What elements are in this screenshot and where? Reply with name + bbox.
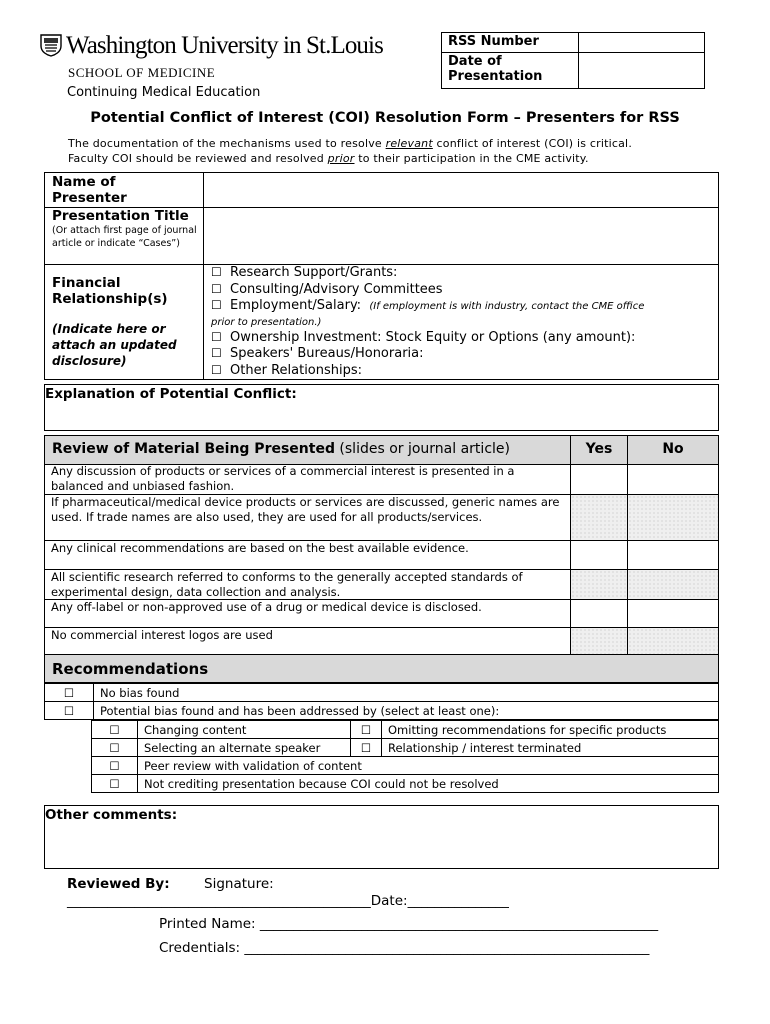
review-row-3-yes[interactable] [571,541,627,569]
no-bias-label: No bias found [94,684,719,702]
presentation-date-field[interactable] [579,53,705,89]
review-row-2-yes[interactable] [571,495,627,540]
review-row-1-no[interactable] [628,465,718,494]
review-row-6-no[interactable] [628,628,718,654]
date-line: _______________ [407,893,509,909]
recommendations-top [44,683,719,720]
checkbox-icon: ☐ [360,740,372,755]
university-name: Washington University in St.Louis [66,32,383,59]
checkbox-icon: ☐ [109,758,120,773]
omitting-checkbox[interactable] [351,721,382,739]
changing-content-checkbox[interactable] [92,721,138,739]
other-comments-label: Other comments: [45,807,178,823]
signature-line: _____________________________________________ [67,893,371,909]
rss-number-field[interactable] [579,33,705,53]
intro-text: The documentation of the mechanisms used to resolve relevant conflict of interest (COI) is critical. Faculty COI should be reviewed and resolved prior to their participation in the CME activity. [68,137,633,165]
review-row-4-no[interactable] [628,570,718,599]
presenter-info-box [44,172,719,380]
peer-review-label: Peer review with validation of content [138,757,719,775]
alternate-speaker-label: Selecting an alternate speaker [138,739,351,757]
checkbox-icon: ☐ [109,776,120,791]
checkbox-icon: ☐ [211,329,222,344]
financial-item-speakers[interactable]: ☐ Speakers' Bureaus/Honoraria: [211,346,424,362]
not-crediting-label: Not crediting presentation because COI could not be resolved [138,775,719,793]
financial-item-other[interactable]: ☐ Other Relationships: [211,362,363,378]
bias-found-checkbox[interactable] [45,702,94,720]
rss-info-table [441,32,705,89]
review-heading: Review of Material Being Presented (slides or journal article) [52,441,510,457]
school-name: SCHOOL OF MEDICINE [68,65,216,80]
rss-number-label: RSS Number [442,33,579,53]
checkbox-icon: ☐ [109,722,120,737]
checkbox-icon: ☐ [109,740,120,755]
checkbox-icon: ☐ [360,722,372,737]
presentation-title-field[interactable] [205,209,717,263]
university-seal-icon [40,34,62,57]
presenter-name-label: Name of Presenter [52,174,127,206]
review-table [44,435,719,655]
bias-found-label: Potential bias found and has been addressed by (select at least one): [94,702,719,720]
review-row-4: All scientific research referred to conforms to the generally accepted standards of experimental design, data collection and analysis. [51,570,523,599]
alternate-speaker-checkbox[interactable] [92,739,138,757]
presentation-date-label: Date of Presentation [442,53,579,89]
review-row-2-no[interactable] [628,495,718,540]
review-row-5-no[interactable] [628,600,718,627]
terminated-label: Relationship / interest terminated [382,739,719,757]
form-title: Potential Conflict of Interest (COI) Resolution Form – Presenters for RSS [90,110,680,126]
financial-item-employment[interactable]: ☐ Employment/Salary: (If employment is with industry, contact the CME office [211,298,645,314]
financial-item-research[interactable]: ☐ Research Support/Grants: [211,265,398,280]
explanation-label: Explanation of Potential Conflict: [45,386,297,402]
department-name: Continuing Medical Education [67,85,261,100]
financial-item-ownership[interactable]: ☐ Ownership Investment: Stock Equity or Options (any amount): [211,329,636,345]
review-row-5: Any off-label or non-approved use of a drug or medical device is disclosed. [51,600,482,614]
employment-note: prior to presentation.) [211,316,322,328]
not-crediting-checkbox[interactable] [92,775,138,793]
checkbox-icon: ☐ [211,298,222,313]
presenter-name-field[interactable] [205,174,717,206]
reviewed-by-label: Reviewed By: [67,876,170,892]
checkbox-icon: ☐ [211,265,222,279]
review-row-5-yes[interactable] [571,600,627,627]
peer-review-checkbox[interactable] [92,757,138,775]
recommendations-header [44,655,719,683]
review-row-6: No commercial interest logos are used [51,628,273,642]
review-row-3-no[interactable] [628,541,718,569]
signature-date-line[interactable] [67,893,509,909]
date-label: Date: [370,893,408,909]
other-comments-field[interactable] [44,805,719,869]
changing-content-label: Changing content [138,721,351,739]
no-column-header: No [662,441,684,457]
financial-relationship-hint: (Indicate here or attach an updated disclosure) [52,322,177,368]
presentation-title-hint: (Or attach first page of journal article or indicate “Cases”) [52,225,197,249]
review-row-3: Any clinical recommendations are based on the best available evidence. [51,541,469,555]
checkbox-icon: ☐ [211,346,222,361]
omitting-label: Omitting recommendations for specific products [382,721,719,739]
signature-label: Signature: [204,876,274,892]
checkbox-icon: ☐ [211,362,222,377]
yes-column-header: Yes [585,441,613,457]
review-row-1: Any discussion of products or services of a commercial interest is presented in a balanced and unbiased fashion. [51,464,515,493]
explanation-field[interactable] [44,384,719,431]
printed-name-field[interactable]: Printed Name: ___________________________________________________________ [159,916,659,932]
credentials-field[interactable]: Credentials: ____________________________________________________________ [159,940,650,956]
checkbox-icon: ☐ [211,281,222,296]
financial-items [211,265,644,380]
recommendations-heading: Recommendations [52,660,209,678]
review-row-6-yes[interactable] [571,628,627,654]
terminated-checkbox[interactable] [351,739,382,757]
recommendations-options [91,720,719,793]
no-bias-checkbox[interactable] [45,684,94,702]
review-row-4-yes[interactable] [571,570,627,599]
checkbox-icon: ☐ [63,703,75,718]
financial-relationship-label: Financial Relationship(s) [52,275,168,307]
review-row-1-yes[interactable] [571,465,627,494]
review-row-2: If pharmaceutical/medical device products or services are discussed, generic names are used. If trade names are also used, they are used for all products/services. [51,495,560,524]
presentation-title-label: Presentation Title [52,208,189,224]
financial-item-consulting[interactable]: ☐ Consulting/Advisory Committees [211,281,443,297]
checkbox-icon: ☐ [63,685,75,700]
